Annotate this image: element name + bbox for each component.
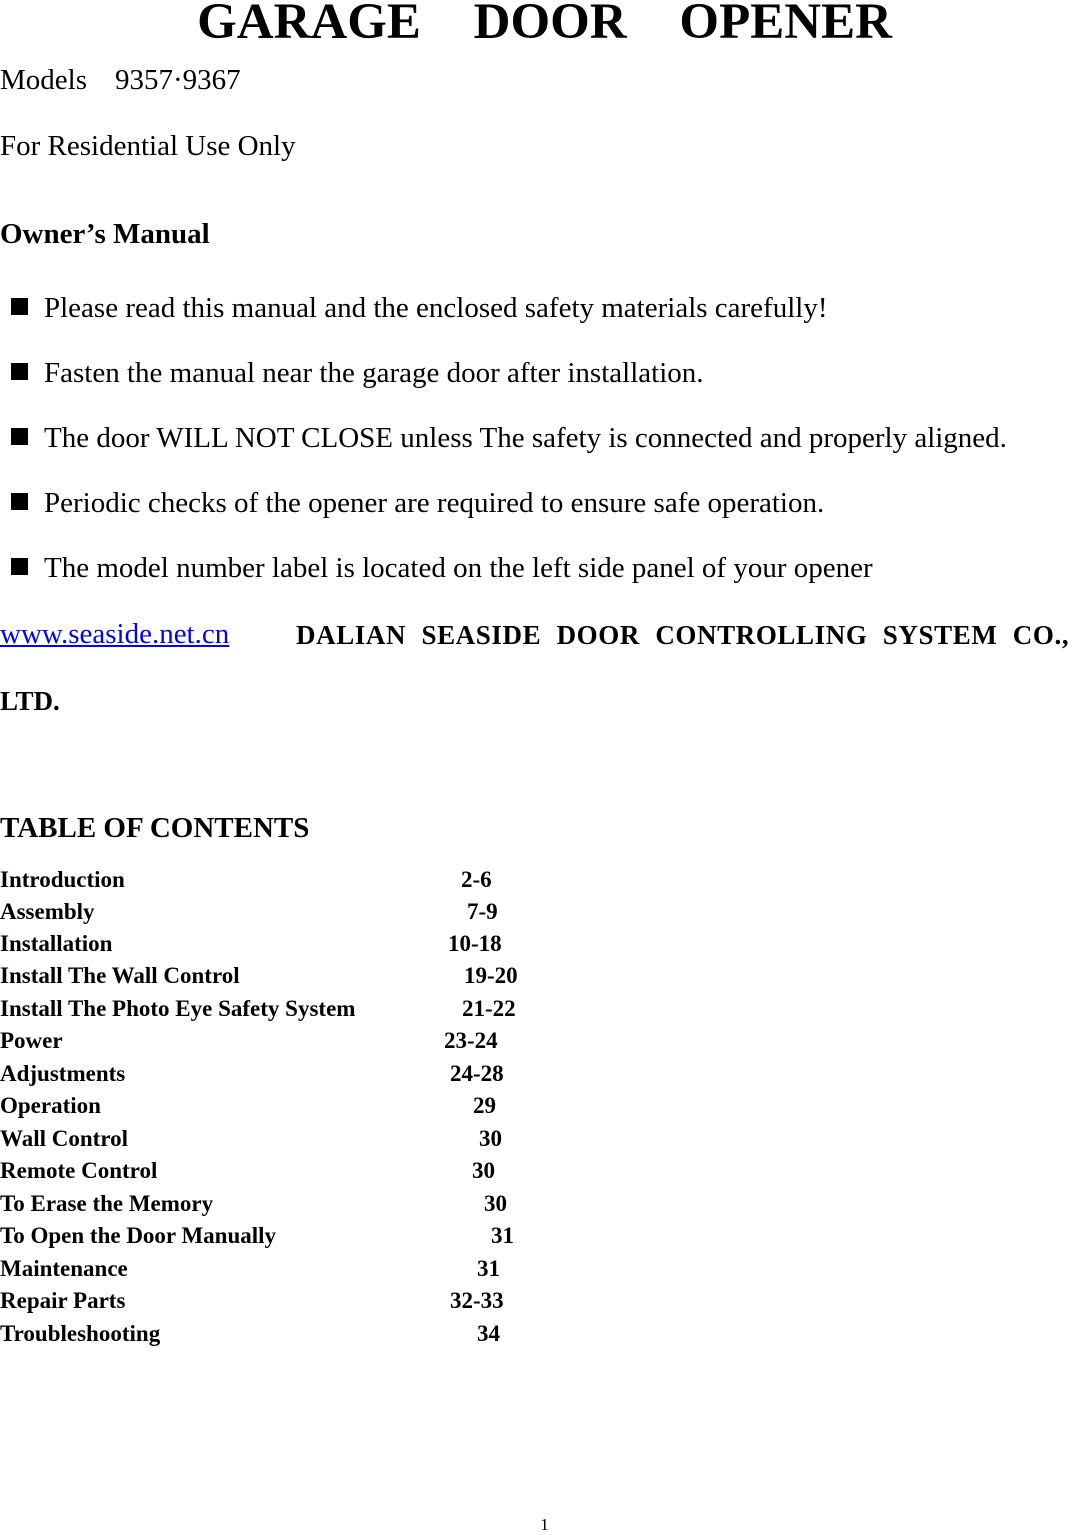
toc-heading: TABLE OF CONTENTS [0, 812, 310, 844]
toc-entry [0, 1191, 600, 1219]
bullet-item [0, 487, 824, 520]
toc-entry-pages: 32-33 [450, 1288, 504, 1313]
bullet-text: Fasten the manual near the garage door after installation. [44, 357, 704, 389]
toc-entry [0, 996, 600, 1024]
page-number: 1 [540, 1515, 549, 1534]
toc-entry-pages: 30 [472, 1158, 495, 1183]
bullet-item [0, 552, 873, 585]
models-value: 9357·9367 [115, 64, 241, 96]
toc-entry [0, 899, 600, 927]
square-bullet-icon [11, 558, 28, 575]
square-bullet-icon [11, 428, 28, 445]
bullet-text: Periodic checks of the opener are required to ensure safe operation. [44, 487, 825, 519]
toc-entry [0, 963, 600, 991]
toc-entry [0, 931, 600, 959]
toc-entry [0, 867, 600, 895]
bullet-item [0, 292, 827, 325]
toc-entry-label: Remote Control [0, 1158, 158, 1183]
residential-note: For Residential Use Only [0, 130, 296, 162]
company-footer [0, 618, 1089, 651]
bullet-text: The model number label is located on the left side panel of your opener [44, 552, 873, 584]
square-bullet-icon [11, 493, 28, 510]
toc-entry-label: Operation [0, 1093, 101, 1118]
models-line [0, 64, 241, 97]
toc-entry-pages: 29 [473, 1093, 496, 1118]
toc-entry-pages: 24-28 [450, 1061, 504, 1086]
company-name-continued: LTD. [0, 686, 60, 716]
toc-entry [0, 1061, 600, 1089]
toc-entry-label: Introduction [0, 867, 125, 892]
bullet-text: The door WILL NOT CLOSE unless The safety is connected and properly aligned. [44, 422, 1007, 454]
toc-entry-pages: 31 [477, 1256, 500, 1281]
toc-entry [0, 1256, 600, 1284]
models-label: Models [0, 64, 87, 96]
toc-entry [0, 1321, 600, 1349]
toc-entry-pages: 34 [477, 1321, 500, 1346]
toc-entry-pages: 23-24 [444, 1028, 498, 1053]
document-title: GARAGE DOOR OPENER [197, 0, 892, 50]
bullet-item [0, 357, 704, 390]
manual-heading: Owner’s Manual [0, 218, 210, 250]
square-bullet-icon [11, 298, 28, 315]
toc-entry-pages: 30 [479, 1126, 502, 1151]
toc-entry-label: Power [0, 1028, 63, 1053]
toc-entry-pages: 2-6 [461, 867, 492, 892]
toc-entry-pages: 31 [491, 1223, 514, 1248]
toc-entry [0, 1093, 600, 1121]
toc-entry-pages: 21-22 [462, 996, 516, 1021]
company-name: DALIAN SEASIDE DOOR CONTROLLING SYSTEM CO., [296, 620, 1070, 650]
bullet-item [0, 422, 1007, 455]
toc-entry-label: Repair Parts [0, 1288, 126, 1313]
toc-entry-label: Troubleshooting [0, 1321, 161, 1346]
toc-entry [0, 1126, 600, 1154]
toc-entry-label: To Open the Door Manually [0, 1223, 277, 1248]
toc-entry-label: Installation [0, 931, 113, 956]
toc-entry-pages: 10-18 [448, 931, 502, 956]
toc-entry-label: Install The Wall Control [0, 963, 240, 988]
toc-entry-label: Assembly [0, 899, 95, 924]
toc-entry [0, 1028, 600, 1056]
square-bullet-icon [11, 363, 28, 380]
toc-entry-pages: 19-20 [464, 963, 518, 988]
toc-entry-pages: 7-9 [467, 899, 498, 924]
bullet-text: Please read this manual and the enclosed safety materials carefully! [44, 292, 828, 324]
toc-entry [0, 1223, 600, 1251]
toc-entry-pages: 30 [484, 1191, 507, 1216]
website-link[interactable]: www.seaside.net.cn [0, 618, 230, 650]
toc-entry-label: Adjustments [0, 1061, 126, 1086]
toc-entry-label: To Erase the Memory [0, 1191, 214, 1216]
toc-entry-label: Install The Photo Eye Safety System [0, 996, 356, 1021]
toc-entry [0, 1158, 600, 1186]
toc-entry [0, 1288, 600, 1316]
toc-entry-label: Wall Control [0, 1126, 129, 1151]
toc-entry-label: Maintenance [0, 1256, 128, 1281]
